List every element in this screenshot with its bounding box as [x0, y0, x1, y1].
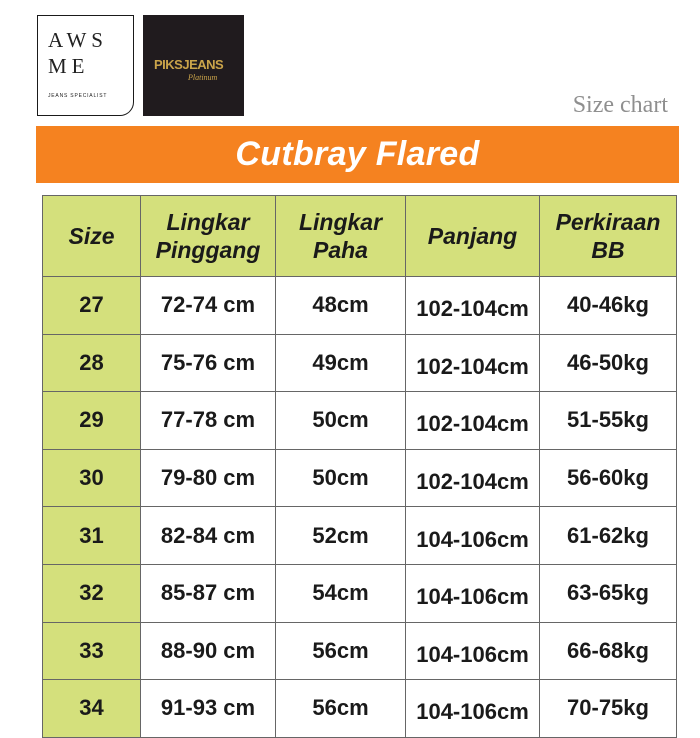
header-length: Panjang [406, 196, 540, 277]
title-banner [36, 126, 679, 183]
page-title: Cutbray Flared [235, 135, 480, 173]
cell-size: 33 [43, 622, 141, 680]
size-table [42, 195, 677, 738]
cell-size: 29 [43, 392, 141, 450]
cell-size: 28 [43, 334, 141, 392]
cell-weight: 70-75kg [540, 680, 677, 738]
piksjeans-logo [143, 15, 244, 116]
cell-size: 30 [43, 449, 141, 507]
cell-length: 102-104cm [406, 392, 540, 450]
cell-waist: 88-90 cm [141, 622, 276, 680]
cell-size: 34 [43, 680, 141, 738]
cell-size: 32 [43, 564, 141, 622]
cell-weight: 51-55kg [540, 392, 677, 450]
cell-waist: 72-74 cm [141, 277, 276, 335]
cell-length: 104-106cm [406, 622, 540, 680]
cell-length: 104-106cm [406, 564, 540, 622]
size-chart-label: Size chart [572, 92, 668, 118]
table-header-row [43, 196, 677, 277]
table-row [43, 680, 677, 738]
header-thigh: Lingkar Paha [276, 196, 406, 277]
cell-thigh: 56cm [276, 622, 406, 680]
table-row [43, 507, 677, 565]
piksjeans-logo-sub: Platinum [188, 73, 218, 82]
cell-waist: 79-80 cm [141, 449, 276, 507]
cell-thigh: 50cm [276, 392, 406, 450]
table-row [43, 277, 677, 335]
table-row [43, 392, 677, 450]
awsme-logo-line2: ME [48, 54, 90, 78]
table-row [43, 622, 677, 680]
header-size: Size [43, 196, 141, 277]
cell-weight: 66-68kg [540, 622, 677, 680]
awsme-logo-line1: AWS [48, 28, 108, 52]
cell-length: 104-106cm [406, 507, 540, 565]
table-row [43, 449, 677, 507]
cell-size: 31 [43, 507, 141, 565]
cell-thigh: 50cm [276, 449, 406, 507]
cell-length: 104-106cm [406, 680, 540, 738]
cell-waist: 91-93 cm [141, 680, 276, 738]
table-row [43, 334, 677, 392]
cell-weight: 63-65kg [540, 564, 677, 622]
cell-waist: 77-78 cm [141, 392, 276, 450]
cell-weight: 56-60kg [540, 449, 677, 507]
cell-waist: 82-84 cm [141, 507, 276, 565]
table-row [43, 564, 677, 622]
cell-thigh: 54cm [276, 564, 406, 622]
cell-size: 27 [43, 277, 141, 335]
cell-weight: 61-62kg [540, 507, 677, 565]
cell-thigh: 56cm [276, 680, 406, 738]
cell-length: 102-104cm [406, 277, 540, 335]
cell-waist: 75-76 cm [141, 334, 276, 392]
cell-thigh: 49cm [276, 334, 406, 392]
piksjeans-logo-name: PIKSJEANS [154, 57, 224, 72]
header-weight: Perkiraan BB [540, 196, 677, 277]
cell-weight: 40-46kg [540, 277, 677, 335]
cell-weight: 46-50kg [540, 334, 677, 392]
cell-waist: 85-87 cm [141, 564, 276, 622]
awsme-logo [37, 15, 134, 116]
cell-length: 102-104cm [406, 449, 540, 507]
awsme-logo-tagline: JEANS SPECIALIST [48, 93, 108, 99]
cell-thigh: 52cm [276, 507, 406, 565]
cell-length: 102-104cm [406, 334, 540, 392]
header-waist: Lingkar Pinggang [141, 196, 276, 277]
cell-thigh: 48cm [276, 277, 406, 335]
